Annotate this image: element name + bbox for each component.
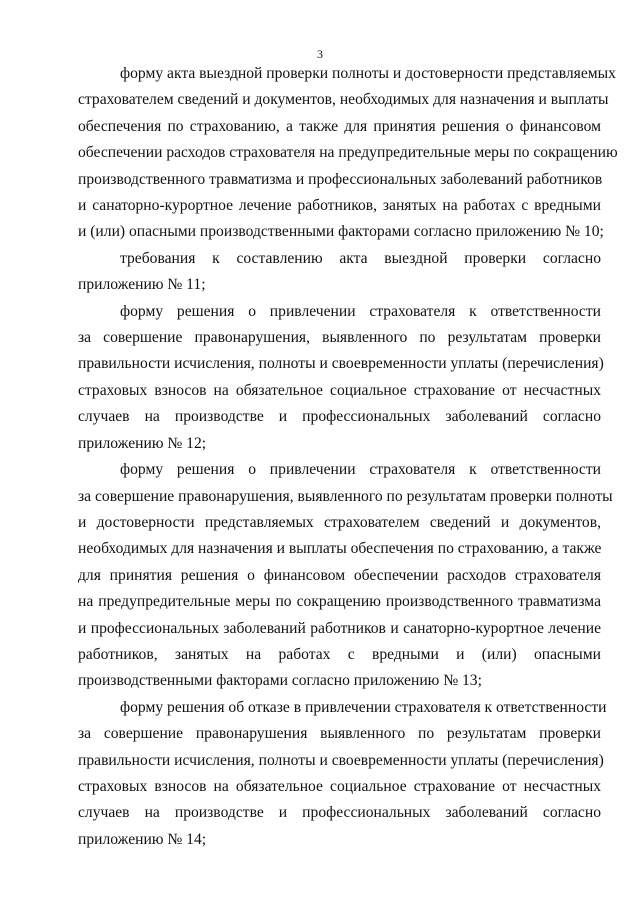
page-number: 3 <box>317 47 323 61</box>
text-line: правильности исчисления, полноты и своевременности уплаты (перечисления) <box>78 751 604 769</box>
text-line: приложению № 14; <box>78 830 207 848</box>
paragraph-requirements-act <box>78 246 601 299</box>
text-line: случаев на производстве и профессиональных заболеваний согласно <box>78 804 601 822</box>
text-line: страхователем сведений и документов, необходимых для назначения и выплаты <box>78 91 609 109</box>
text-line: за совершение правонарушения выявленного по результатам проверки <box>78 725 601 743</box>
text-line: форму решения о привлечении страхователя к ответственности <box>120 302 601 320</box>
text-line: для принятия решения о финансовом обеспечении расходов страхователя <box>78 566 601 584</box>
text-line: форму решения о привлечении страхователя к ответственности <box>120 461 601 479</box>
text-line: и достоверности представляемых страхователем сведений и документов, <box>78 513 601 531</box>
text-line: производственного травматизма и профессиональных заболеваний работников <box>78 170 603 188</box>
text-line: приложению № 11; <box>78 276 206 294</box>
text-line: на предупредительные меры по сокращению производственного травматизма <box>78 593 601 611</box>
text-line: производственными факторами согласно приложению № 13; <box>78 672 482 690</box>
text-line: за совершение правонарушения, выявленного по результатам проверки <box>78 329 601 347</box>
text-line: страховых взносов на обязательное социальное страхование от несчастных <box>78 777 601 795</box>
text-line: страховых взносов на обязательное социальное страхование от несчастных <box>78 381 601 399</box>
text-line: за совершение правонарушения, выявленного по результатам проверки полноты <box>78 487 613 505</box>
text-line: необходимых для назначения и выплаты обеспечения по страхованию, а также <box>78 540 602 558</box>
text-line: случаев на производстве и профессиональных заболеваний согласно <box>78 408 601 426</box>
text-line: работников, занятых на работах с вредными и (или) опасными <box>78 645 601 663</box>
paragraph-form-decision-12 <box>78 299 604 457</box>
text-line: и санаторно-курортное лечение работников, занятых на работах с вредными <box>78 197 601 215</box>
text-line: и (или) опасными производственными факторами согласно приложению № 10; <box>78 223 604 241</box>
text-line: обеспечении расходов страхователя на предупредительные меры по сокращению <box>78 144 618 162</box>
document-body <box>78 61 618 853</box>
text-line: форму решения об отказе в привлечении страхователя к ответственности <box>120 698 607 716</box>
text-line: обеспечения по страхованию, а также для принятия решения о финансовом <box>78 117 601 135</box>
text-line: требования к составлению акта выездной проверки согласно <box>120 249 601 267</box>
text-line: приложению № 12; <box>78 434 207 452</box>
text-line: правильности исчисления, полноты и своевременности уплаты (перечисления) <box>78 355 604 373</box>
paragraph-form-act-inspection <box>78 61 618 246</box>
text-line: форму акта выездной проверки полноты и достоверности представляемых <box>120 65 616 82</box>
paragraph-form-decision-13 <box>78 457 613 695</box>
text-line: и профессиональных заболеваний работников и санаторно-курортное лечение <box>78 619 601 637</box>
paragraph-form-refusal-14 <box>78 695 607 853</box>
